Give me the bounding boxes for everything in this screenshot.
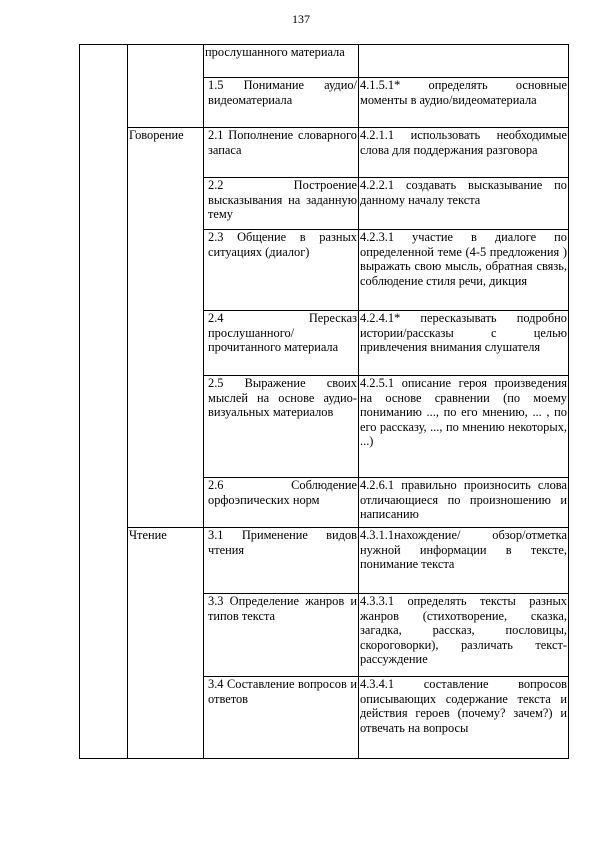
objective-cell: 4.2.6.1 правильно произносить слова отличающиеся по произношению и написанию <box>359 478 569 528</box>
subject-cell: 3.1 Применение видов чтения <box>204 528 359 594</box>
curriculum-table <box>79 44 569 759</box>
objective-cell <box>359 45 569 78</box>
subject-cell: 2.3 Общение в разных ситуациях (диалог) <box>204 230 359 311</box>
objective-cell: 4.2.2.1 создавать высказывание по данному началу текста <box>359 178 569 230</box>
table-row <box>80 528 569 594</box>
subject-cell: 3.4 Составление вопросов и ответов <box>204 677 359 759</box>
page-number: 137 <box>292 12 310 26</box>
table-row <box>80 45 569 78</box>
subject-cell: прослушанного материала <box>204 45 359 78</box>
subject-cell: 2.2 Построение высказывания на заданную тему <box>204 178 359 230</box>
table-row <box>80 128 569 178</box>
section-cell: Говорение <box>128 128 204 528</box>
subject-cell: 2.5 Выражение своих мыслей на основе аудио-визуальных материалов <box>204 376 359 478</box>
objective-cell: 4.2.1.1 использовать необходимые слова для поддержания разговора <box>359 128 569 178</box>
objective-cell: 4.3.1.1нахождение/ обзор/отметка нужной информации в тексте, понимание текста <box>359 528 569 594</box>
subject-cell: 2.4 Пересказ прослушанного/прочитанного материала <box>204 311 359 376</box>
blank-column-cell <box>80 45 128 759</box>
objective-cell: 4.3.3.1 определять тексты разных жанров (стихотворение, сказка, загадка, рассказ, пословицы, скороговорки), различать текст-рассуждение <box>359 594 569 677</box>
objective-cell: 4.2.4.1* пересказывать подробно истории/рассказы с целью привлечения внимания слушателя <box>359 311 569 376</box>
objective-cell: 4.1.5.1* определять основные моменты в аудио/видеоматериала <box>359 78 569 128</box>
objective-cell: 4.3.4.1 составление вопросов описывающих содержание текста и действия героев (почему? зачем?) и отвечать на вопросы <box>359 677 569 759</box>
subject-cell: 1.5 Понимание аудио/видеоматериала <box>204 78 359 128</box>
subject-cell: 3.3 Определение жанров и типов текста <box>204 594 359 677</box>
subject-cell: 2.1 Пополнение словарного запаса <box>204 128 359 178</box>
objective-cell: 4.2.5.1 описание героя произведения на основе сравнении (по моему пониманию ..., по его мнению, ... , по его рассказу, ..., по мнению некоторых, ...) <box>359 376 569 478</box>
section-cell <box>128 45 204 128</box>
section-cell: Чтение <box>128 528 204 759</box>
subject-cell: 2.6 Соблюдение орфоэпических норм <box>204 478 359 528</box>
objective-cell: 4.2.3.1 участие в диалоге по определенной теме (4-5 предложения ) выражать свою мысль, обратная связь, соблюдение стиля речи, дикция <box>359 230 569 311</box>
